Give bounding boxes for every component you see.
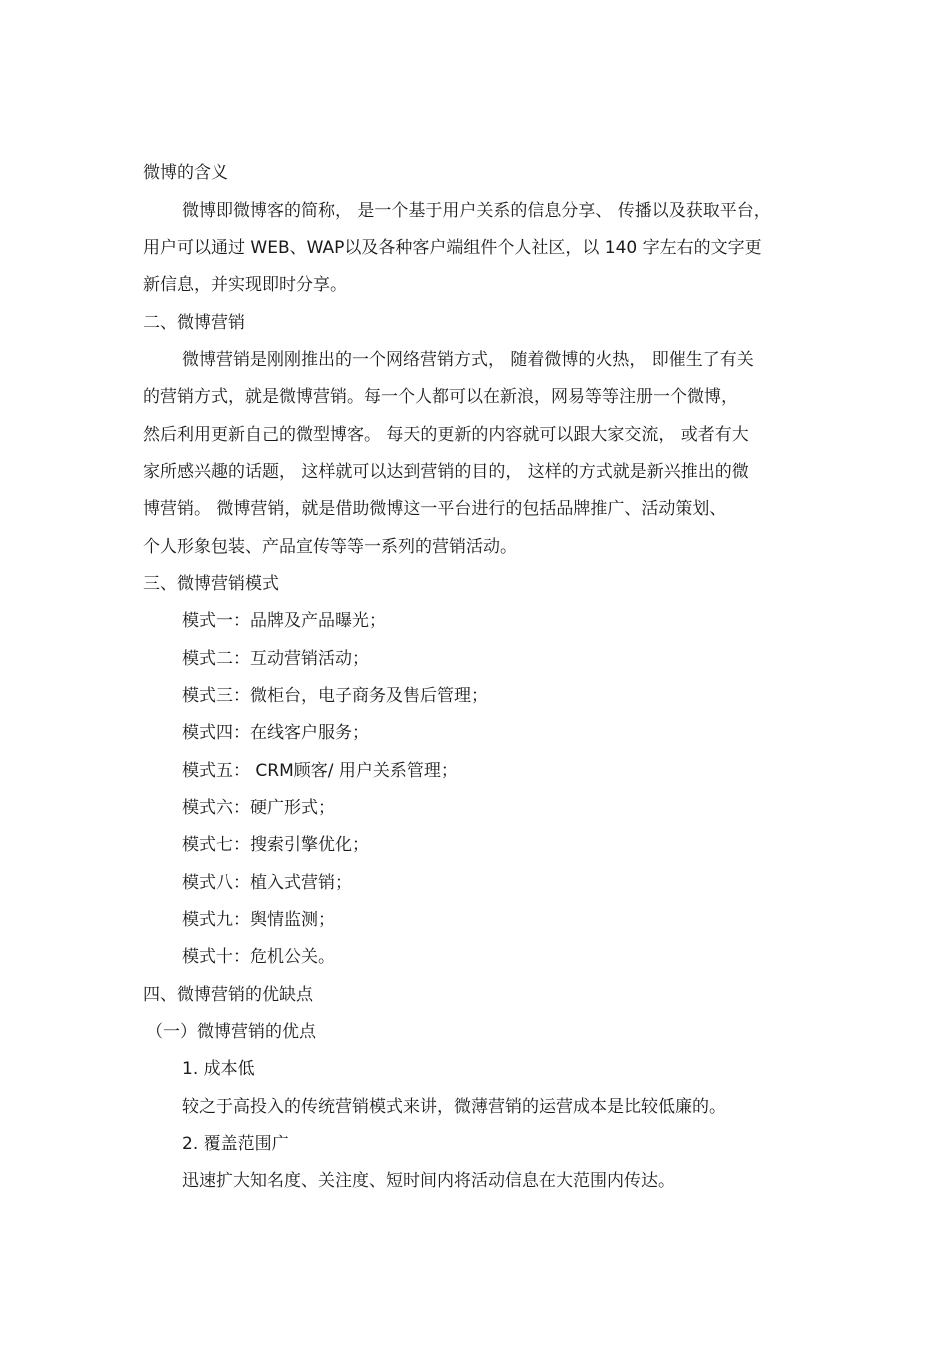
sub-heading-pros: （一）微博营销的优点 bbox=[146, 1022, 316, 1042]
mode-item: 模式四：在线客户服务； bbox=[182, 723, 369, 743]
paragraph-line: 微博营销是刚刚推出的一个网络营销方式， 随着微博的火热， 即催生了有关 bbox=[182, 350, 754, 370]
item-text: 较之于高投入的传统营销模式来讲，微薄营销的运营成本是比较低廉的。 bbox=[182, 1097, 726, 1117]
mode-item: 模式七：搜索引擎优化； bbox=[182, 835, 369, 855]
mode-item: 模式三：微柜台，电子商务及售后管理； bbox=[182, 686, 488, 706]
paragraph-line: 用户可以通过 WEB、WAP以及各种客户端组件个人社区，以 140 字左右的文字更 bbox=[143, 238, 762, 258]
section-heading-modes: 三、微博营销模式 bbox=[143, 574, 279, 594]
section-heading-meaning: 微博的含义 bbox=[143, 163, 228, 183]
mode-item: 模式六：硬广形式； bbox=[182, 798, 335, 818]
mode-item: 模式九：舆情监测； bbox=[182, 910, 335, 930]
mode-item: 模式二：互动营销活动； bbox=[182, 649, 369, 669]
paragraph-line: 微博即微博客的简称， 是一个基于用户关系的信息分享、 传播以及获取平台， bbox=[182, 201, 771, 221]
item-title: 1. 成本低 bbox=[182, 1059, 255, 1079]
mode-item: 模式五： CRM顾客/ 用户关系管理； bbox=[182, 761, 458, 781]
item-title: 2. 覆盖范围广 bbox=[182, 1134, 289, 1154]
item-text: 迅速扩大知名度、关注度、短时间内将活动信息在大范围内传达。 bbox=[182, 1171, 675, 1191]
paragraph-line: 然后利用更新自己的微型博客。 每天的更新的内容就可以跟大家交流， 或者有大 bbox=[143, 425, 749, 445]
mode-item: 模式一：品牌及产品曝光； bbox=[182, 611, 386, 631]
paragraph-line: 博营销。 微博营销，就是借助微博这一平台进行的包括品牌推广、活动策划、 bbox=[143, 499, 727, 519]
mode-item: 模式八：植入式营销； bbox=[182, 873, 352, 893]
paragraph-line: 家所感兴趣的话题， 这样就可以达到营销的目的， 这样的方式就是新兴推出的微 bbox=[143, 462, 749, 482]
paragraph-line: 个人形象包装、产品宣传等等一系列的营销活动。 bbox=[143, 537, 517, 557]
mode-item: 模式十：危机公关。 bbox=[182, 947, 335, 967]
section-heading-marketing: 二、微博营销 bbox=[143, 313, 245, 333]
section-heading-pros-cons: 四、微博营销的优缺点 bbox=[143, 985, 313, 1005]
paragraph-line: 新信息，并实现即时分享。 bbox=[143, 275, 347, 295]
paragraph-line: 的营销方式，就是微博营销。每一个人都可以在新浪，网易等等注册一个微博， bbox=[143, 387, 738, 407]
